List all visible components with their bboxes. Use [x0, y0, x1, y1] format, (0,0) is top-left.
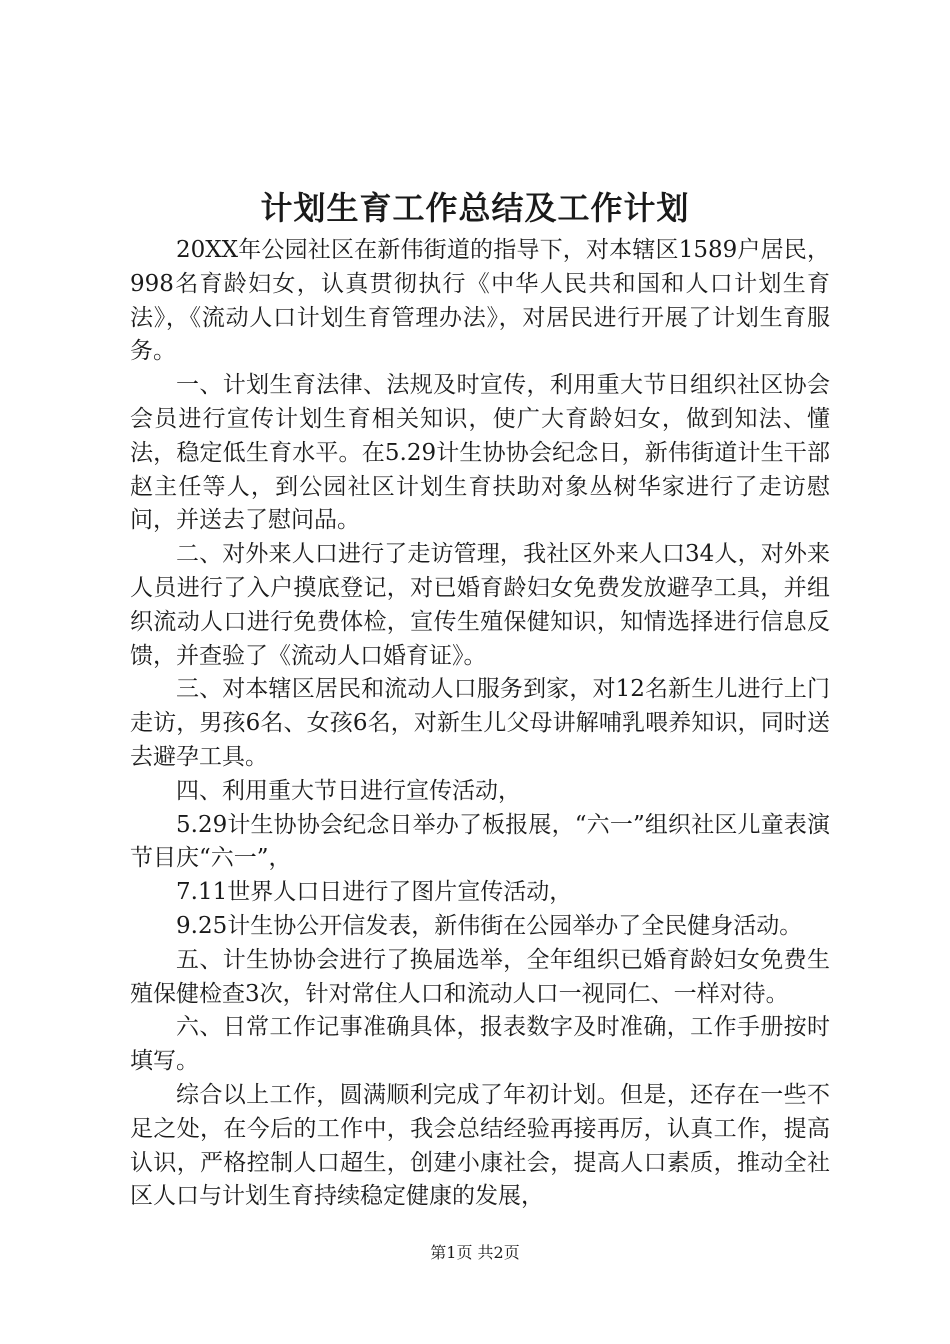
paragraph-item-1: 一、计划生育法律、法规及时宣传，利用重大节日组织社区协会会员进行宣传计划生育相关知识，使广大育龄妇女，做到知法、懂法，稳定低生育水平。在5.29计生协协会纪念日，新伟街道计生干部赵主任等人，到公园社区计划生育扶助对象丛树华家进行了走访慰问，并送去了慰问品。 [130, 372, 830, 534]
paragraph-intro: 20XX年公园社区在新伟街道的指导下，对本辖区1589户居民，998名育龄妇女，认真贯彻执行《中华人民共和国和人口计划生育法》，《流动人口计划生育管理办法》，对居民进行开展了计划生育服务。 [130, 237, 830, 365]
document-title: 计划生育工作总结及工作计划 [260, 189, 690, 227]
paragraph-item-6: 六、日常工作记事准确具体，报表数字及时准确，工作手册按时填写。 [130, 1014, 830, 1075]
paragraph-item-5: 五、计生协协会进行了换届选举，全年组织已婚育龄妇女免费生殖保健检查3次，针对常住人口和流动人口一视同仁、一样对待。 [130, 946, 830, 1007]
paragraph-summary: 综合以上工作，圆满顺利完成了年初计划。但是，还存在一些不足之处，在今后的工作中，我会总结经验再接再厉，认真工作，提高认识，严格控制人口超生，创建小康社会，提高人口素质，推动全社区人口与计划生育持续稳定健康的发展， [130, 1081, 830, 1210]
paragraph-item-2: 二、对外来人口进行了走访管理，我社区外来人口34人，对外来人员进行了入户摸底登记，对已婚育龄妇女免费发放避孕工具，并组织流动人口进行免费体检，宣传生殖保健知识，知情选择进行信息反馈，并查验了《流动人口婚育证》。 [130, 541, 830, 669]
paragraph-event-711: 7.11世界人口日进行了图片宣传活动， [176, 879, 573, 906]
page-number-footer: 第1页 共2页 [430, 1243, 520, 1262]
paragraph-item-4: 四、利用重大节日进行宣传活动， [176, 777, 521, 804]
paragraph-event-925: 9.25计生协公开信发表，新伟街在公园举办了全民健身活动。 [176, 912, 803, 939]
document-body [130, 234, 830, 1214]
paragraph-item-3: 三、对本辖区居民和流动人口服务到家，对12名新生儿进行上门走访，男孩6名、女孩6名，对新生儿父母讲解哺乳喂养知识，同时送去避孕工具。 [130, 676, 830, 770]
paragraph-event-529: 5.29计生协协会纪念日举办了板报展，“六一”组织社区儿童表演节目庆“六一”， [130, 811, 830, 872]
